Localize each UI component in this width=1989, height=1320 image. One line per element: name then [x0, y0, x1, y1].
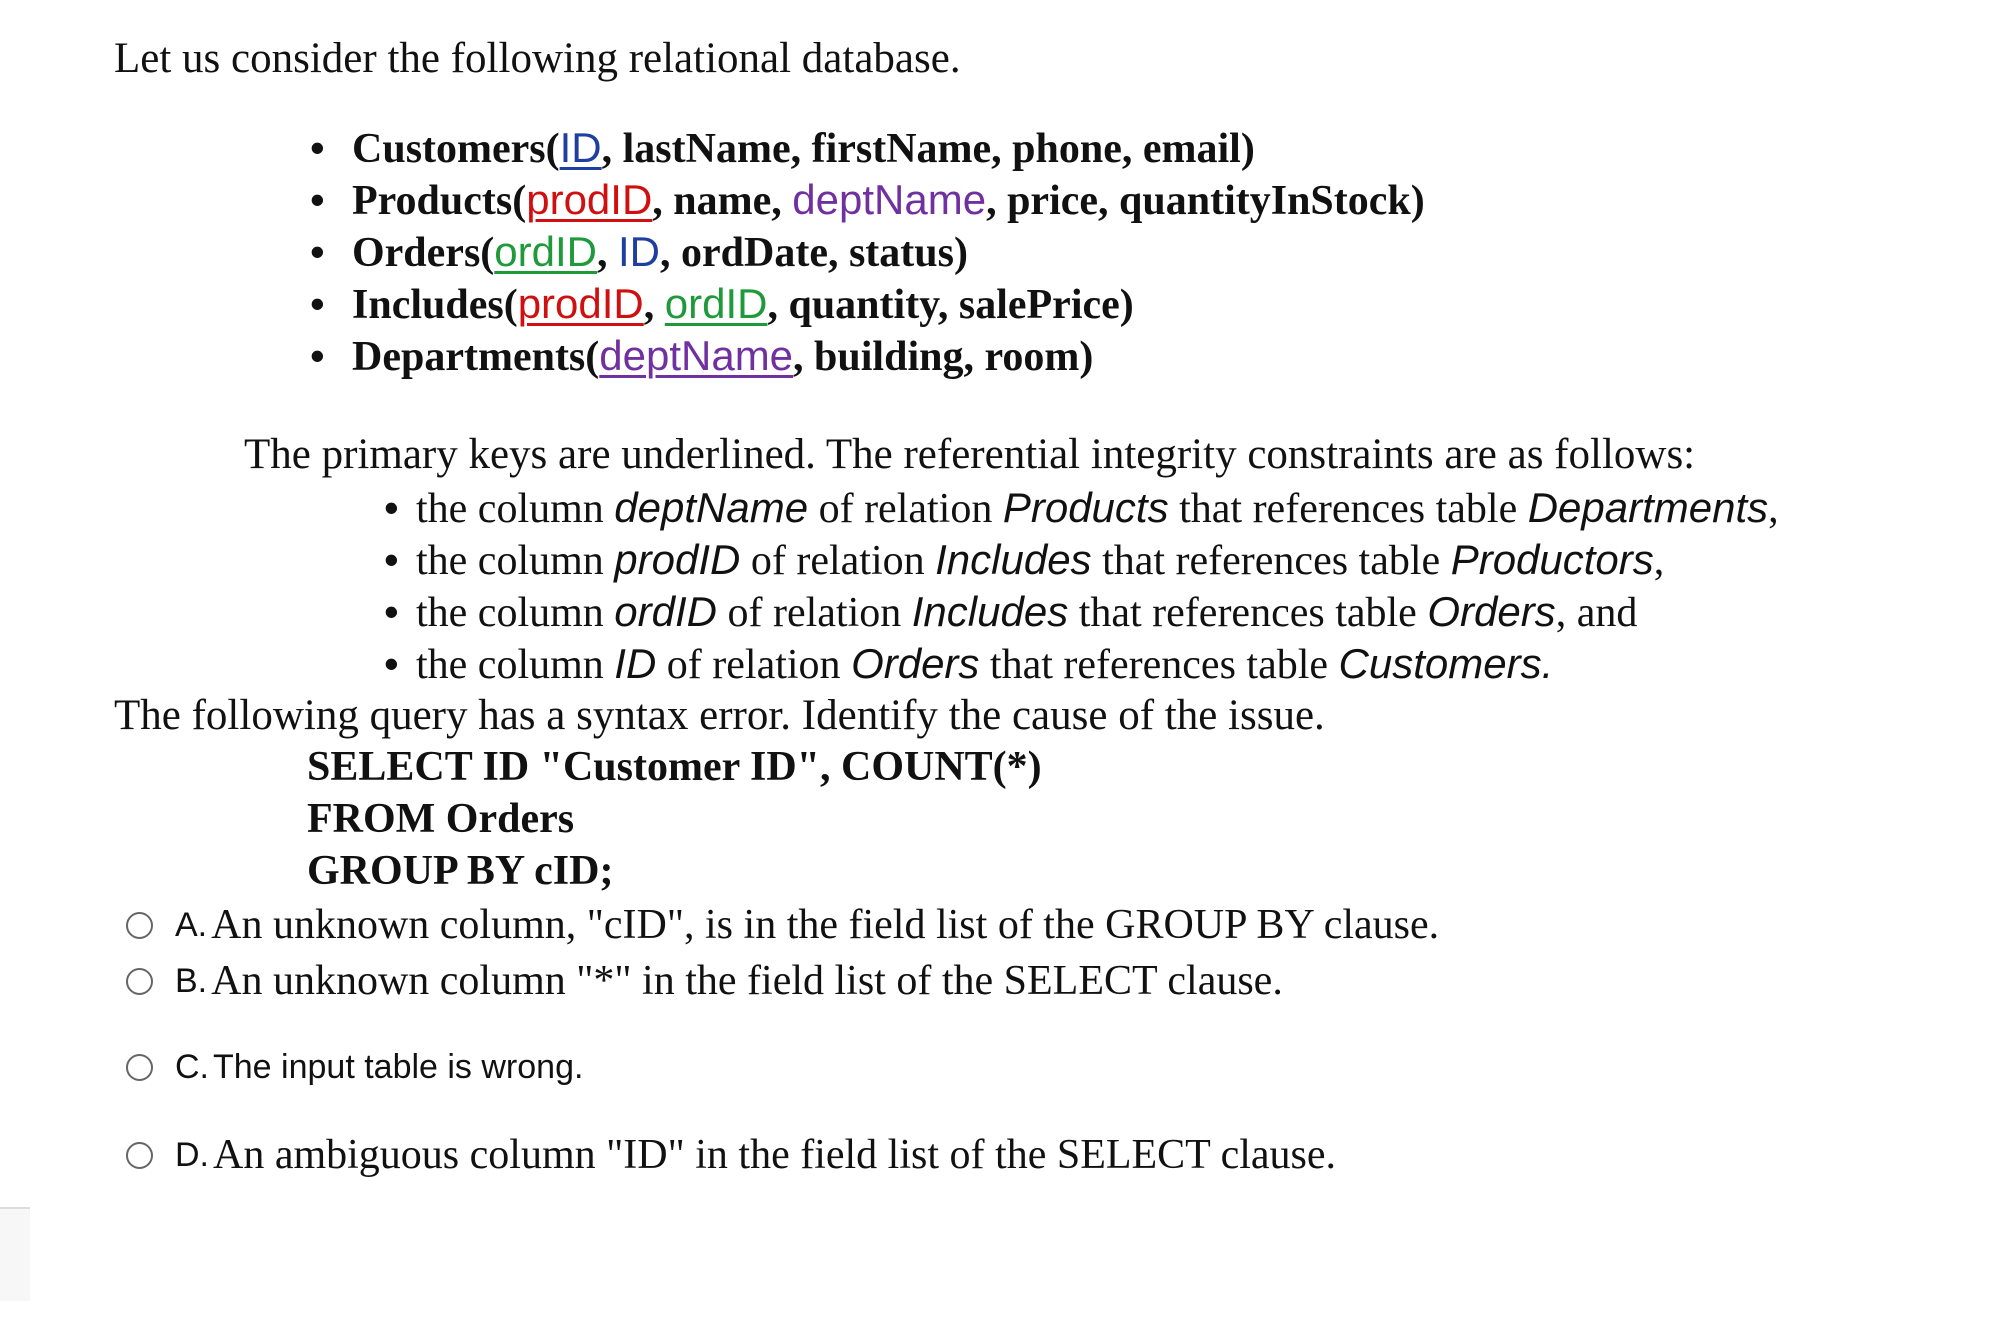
column-name: deptName: [614, 484, 809, 531]
option-text: An unknown column "*" in the field list of the SELECT clause.: [211, 958, 1283, 1004]
option-text: An ambiguous column "ID" in the field list of the SELECT clause.: [213, 1132, 1337, 1178]
option-c[interactable]: [126, 1041, 583, 1093]
primary-key-id: ID: [559, 124, 602, 171]
radio-button[interactable]: [126, 968, 153, 995]
relation-name: Customers(: [352, 126, 560, 172]
primary-key-ordid: ordID: [664, 280, 768, 327]
schema-orders: [310, 226, 1425, 278]
constraint-text: ,: [1653, 538, 1665, 584]
relation-name: Products: [1002, 484, 1169, 531]
foreign-key-id: ID: [618, 228, 660, 275]
attribute-list: ,: [597, 230, 618, 276]
constraint-text: of relation: [808, 486, 1003, 532]
referenced-table: Orders: [1427, 588, 1556, 635]
primary-key-note: The primary keys are underlined. The referential integrity constraints are as follows:: [244, 431, 1696, 478]
option-letter: C.: [175, 1047, 209, 1086]
option-letter: D.: [175, 1135, 209, 1174]
constraint-item: [384, 534, 1779, 586]
constraint-text: the column: [416, 590, 615, 636]
intro-text: Let us consider the following relational database.: [114, 35, 961, 82]
constraint-text: the column: [416, 486, 615, 532]
constraint-text: the column: [416, 538, 615, 584]
referenced-table: Customers.: [1338, 640, 1554, 687]
constraint-text: that references table: [1168, 486, 1528, 532]
relation-name: Departments(: [352, 334, 600, 380]
sql-line-group-by: GROUP BY cID;: [307, 848, 614, 894]
schema-list: [310, 122, 1425, 382]
constraint-text: the column: [416, 642, 615, 688]
constraint-item: [384, 586, 1779, 638]
referenced-table: Departments: [1527, 484, 1769, 531]
attribute-list: , building, room): [793, 334, 1094, 380]
attribute-list: , lastName, firstName, phone, email): [601, 126, 1255, 172]
attribute-list: ,: [643, 282, 665, 328]
referenced-table: Productors: [1450, 536, 1654, 583]
question-text: The following query has a syntax error. Identify the cause of the issue.: [114, 692, 1325, 739]
primary-key-prodid: prodID: [517, 280, 644, 327]
attribute-list: , name,: [652, 178, 793, 224]
radio-button[interactable]: [126, 1142, 153, 1169]
schema-products: [310, 174, 1425, 226]
schema-includes: [310, 278, 1425, 330]
primary-key-prodid: prodID: [526, 176, 653, 223]
side-panel-edge: [0, 1207, 30, 1301]
constraint-text: that references table: [1068, 590, 1428, 636]
option-a[interactable]: [126, 899, 1439, 951]
option-text: The input table is wrong.: [213, 1047, 584, 1086]
constraint-text: , and: [1555, 590, 1638, 636]
option-letter: B.: [175, 961, 208, 1000]
column-name: prodID: [614, 536, 741, 583]
constraint-text: that references table: [979, 642, 1339, 688]
option-d[interactable]: [126, 1129, 1336, 1181]
option-letter: A.: [175, 905, 208, 944]
relation-name: Includes(: [352, 282, 518, 328]
radio-button[interactable]: [126, 1054, 153, 1081]
constraint-text: of relation: [740, 538, 936, 584]
schema-customers: [310, 122, 1425, 174]
primary-key-deptname: deptName: [599, 332, 794, 379]
constraint-text: of relation: [717, 590, 912, 636]
attribute-list: , quantity, salePrice): [767, 282, 1134, 328]
attribute-list: , ordDate, status): [660, 230, 968, 276]
relation-name: Products(: [352, 178, 527, 224]
sql-line-from: FROM Orders: [307, 796, 575, 842]
constraint-text: ,: [1768, 486, 1779, 532]
constraint-text: that references table: [1091, 538, 1451, 584]
constraint-text: of relation: [656, 642, 852, 688]
column-name: ordID: [614, 588, 717, 635]
relation-name: Orders(: [352, 230, 495, 276]
relation-name: Orders: [851, 640, 980, 687]
sql-line-select: SELECT ID "Customer ID", COUNT(*): [307, 744, 1042, 790]
constraint-item: [384, 482, 1779, 534]
relation-name: Includes: [911, 588, 1069, 635]
option-text: An unknown column, "cID", is in the field list of the GROUP BY clause.: [211, 902, 1440, 948]
constraint-list: [384, 482, 1779, 690]
option-b[interactable]: [126, 955, 1283, 1007]
constraint-item: [384, 638, 1779, 690]
attribute-list: , price, quantityInStock): [986, 178, 1425, 224]
radio-button[interactable]: [126, 912, 153, 939]
relation-name: Includes: [935, 536, 1092, 583]
column-name: ID: [614, 640, 657, 687]
foreign-key-deptname: deptName: [792, 176, 987, 223]
primary-key-ordid: ordID: [494, 228, 597, 275]
schema-departments: [310, 330, 1425, 382]
